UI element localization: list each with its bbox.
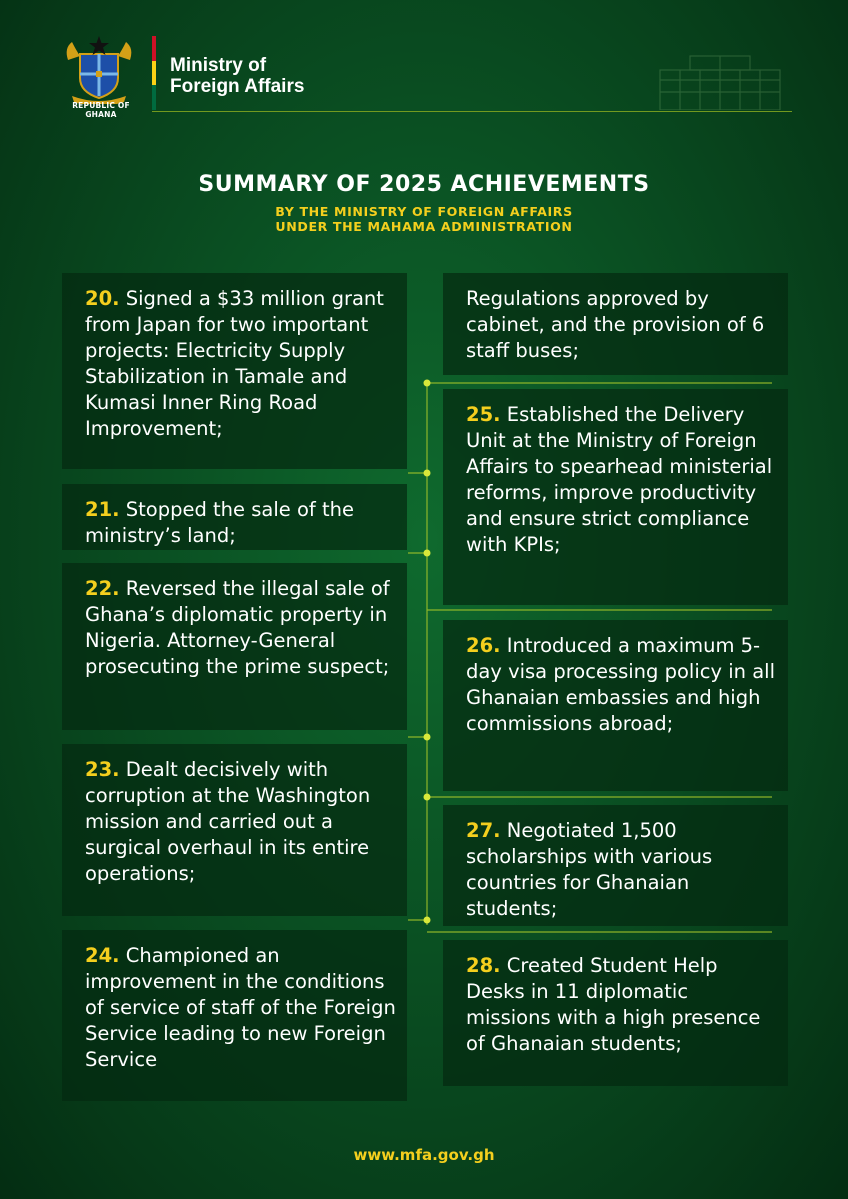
ministry-line1: Ministry of <box>170 55 267 76</box>
item-number: 24. <box>85 944 120 967</box>
item-text: Regulations approved by cabinet, and the provision of 6 staff buses; <box>466 287 765 362</box>
item-number: 22. <box>85 577 120 600</box>
achievement-card-22 <box>62 563 407 730</box>
item-number: 27. <box>466 819 501 842</box>
achievement-card-23 <box>62 744 407 916</box>
achievement-card-28 <box>443 940 788 1086</box>
item-text: Created Student Help Desks in 11 diplomatic missions with a high presence of Ghanaian students; <box>466 954 761 1055</box>
achievement-card-20 <box>62 273 407 469</box>
achievement-card-27 <box>443 805 788 926</box>
item-text: Introduced a maximum 5-day visa processing policy in all Ghanaian embassies and high commissions abroad; <box>466 634 775 735</box>
item-number: 20. <box>85 287 120 310</box>
item-text: Dealt decisively with corruption at the Washington mission and carried out a surgical overhaul in its entire operations; <box>85 758 371 885</box>
subtitle-line1: BY THE MINISTRY OF FOREIGN AFFAIRS <box>275 204 573 219</box>
item-text: Championed an improvement in the conditions of service of staff of the Foreign Service leading to new Foreign Service <box>85 944 396 1071</box>
item-text: Stopped the sale of the ministry’s land; <box>85 498 354 547</box>
republic-label: REPUBLIC OF GHANA <box>72 101 130 119</box>
item-text: Reversed the illegal sale of Ghana’s diplomatic property in Nigeria. Attorney-General prosecuting the prime suspect; <box>85 577 390 678</box>
item-text: Signed a $33 million grant from Japan for two important projects: Electricity Supply Stabilization in Tamale and Kumasi Inner Ring Road Improvement; <box>85 287 384 440</box>
ministry-line2: Foreign Affairs <box>170 76 305 97</box>
achievement-card-26 <box>443 620 788 791</box>
website-link[interactable]: www.mfa.gov.gh <box>353 1146 495 1164</box>
page-title: SUMMARY OF 2025 ACHIEVEMENTS <box>198 172 650 197</box>
item-text: Negotiated 1,500 scholarships with various countries for Ghanaian students; <box>466 819 713 920</box>
item-number: 25. <box>466 403 501 426</box>
achievement-card-24 <box>62 930 407 1101</box>
achievement-card-25 <box>443 389 788 605</box>
subtitle-line2: UNDER THE MAHAMA ADMINISTRATION <box>275 219 573 234</box>
item-text: Established the Delivery Unit at the Ministry of Foreign Affairs to spearhead ministerial reforms, improve productivity and ensure strict compliance with KPIs; <box>466 403 773 556</box>
item-number: 28. <box>466 954 501 977</box>
item-number: 23. <box>85 758 120 781</box>
achievement-card-24-continued <box>443 273 788 375</box>
achievement-card-21 <box>62 484 407 550</box>
item-number: 26. <box>466 634 501 657</box>
item-number: 21. <box>85 498 120 521</box>
